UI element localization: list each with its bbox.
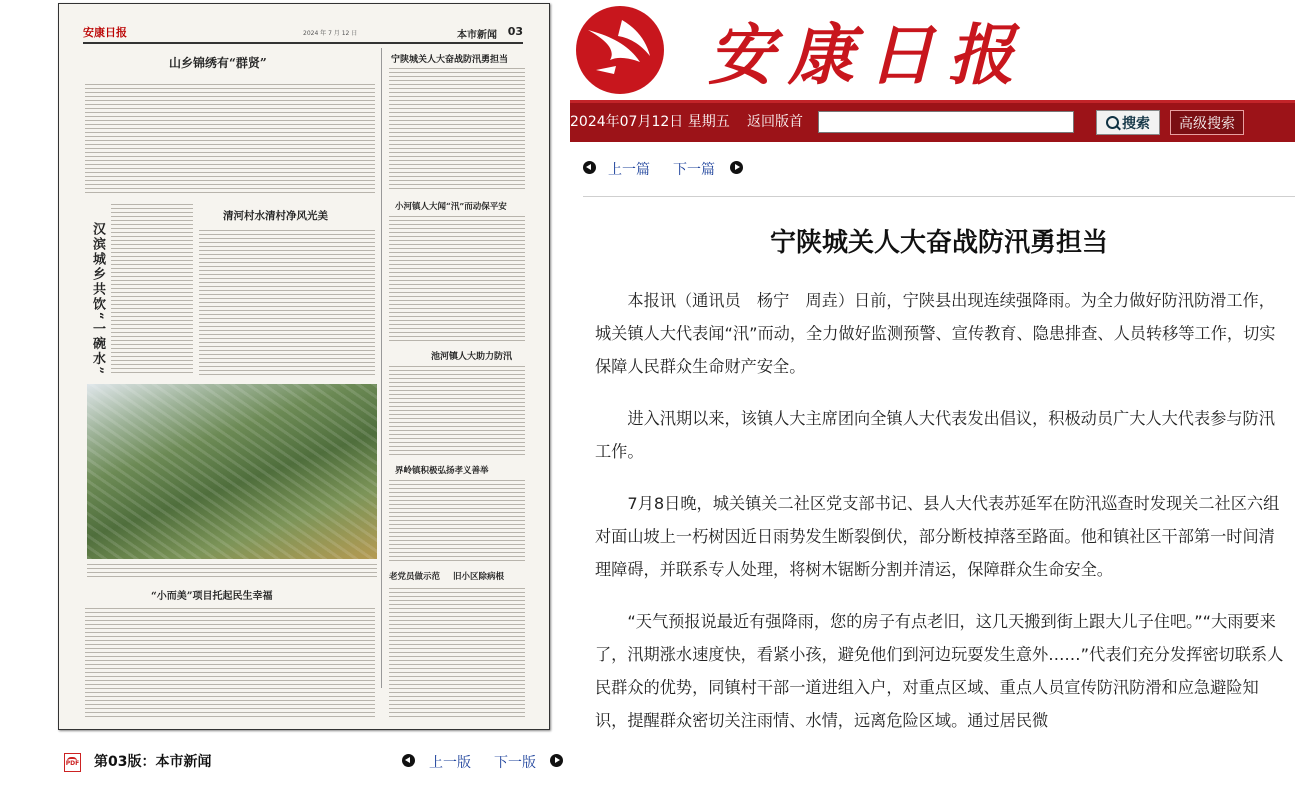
- thumb-text-block: [389, 216, 525, 344]
- thumb-text-block: [389, 588, 525, 718]
- thumb-text-block: [389, 366, 525, 458]
- page-thumbnail[interactable]: [58, 3, 550, 730]
- thumb-headline[interactable]: 清河村水清村净风光美: [223, 210, 328, 222]
- thumb-vertical-headline[interactable]: 汉滨城乡共饮“一碗水”: [90, 222, 105, 376]
- thumb-headline[interactable]: 小河镇人大闻“汛”而动保平安: [395, 202, 507, 212]
- thumb-text-block: [111, 204, 193, 374]
- article-paragraph: “天气预报说最近有强降雨，您的房子有点老旧，这几天搬到街上跟大儿子住吧。”“大雨要来了，汛期涨水速度快，看紧小孩，避免他们到河边玩耍发生意外……”代表们充分发挥密切联系人民群众的优势，同镇村干部一道进组入户，对重点区域、重点人员宣传防汛防滑和应急避险知识，提醒群众密切关注雨情、水情，远离危险区域。通过居民微: [595, 612, 1284, 730]
- thumbnail-section: 本市新闻: [457, 30, 497, 41]
- article-body: [595, 284, 1287, 756]
- next-page-link[interactable]: 下一版: [494, 755, 536, 771]
- thumb-headline[interactable]: 旧小区除病根: [453, 572, 505, 582]
- article-paragraph: 7月8日晚，城关镇关二社区党支部书记、县人大代表苏延军在防汛巡查时发现关二社区六组对面山坡上一朽树因近日雨势发生断裂倒伏，部分断枝掉落至路面。他和镇社区干部第一时间清理障碍，并联系专人处理，将树木锯断分割并清运，保障群众生命安全。: [595, 494, 1280, 579]
- thumb-caption: [87, 564, 377, 578]
- thumb-column-rule: [381, 48, 382, 688]
- thumb-headline[interactable]: 界岭镇积极弘扬孝义善举: [395, 466, 489, 476]
- prev-page-icon[interactable]: [402, 754, 415, 767]
- masthead-title: 安康日报: [708, 16, 1028, 94]
- advanced-search-button[interactable]: 高级搜索: [1170, 110, 1244, 135]
- thumb-text-block: [389, 68, 525, 190]
- thumb-text-block: [85, 84, 375, 196]
- weekday-value: 星期五: [687, 114, 730, 130]
- thumb-headline[interactable]: 老党员做示范: [389, 572, 441, 582]
- next-page-icon[interactable]: [550, 754, 563, 767]
- return-front-page-link[interactable]: 返回版首: [747, 114, 803, 130]
- prev-article-icon[interactable]: [583, 161, 596, 174]
- search-input[interactable]: [818, 111, 1074, 133]
- next-article-link[interactable]: 下一篇: [673, 162, 715, 178]
- pdf-icon[interactable]: PDF: [64, 753, 81, 772]
- page-navigation-bar: [60, 748, 570, 774]
- search-icon: [1106, 116, 1119, 129]
- thumb-text-block: [389, 480, 525, 562]
- thumb-headline[interactable]: 宁陕城关人大奋战防汛勇担当: [391, 55, 509, 65]
- issue-date: [570, 111, 730, 131]
- next-article-icon[interactable]: [730, 161, 743, 174]
- thumb-headline[interactable]: “小而美”项目托起民生幸福: [151, 591, 273, 602]
- article-paragraph: 进入汛期以来，该镇人大主席团向全镇人大代表发出倡议，积极动员广大人大代表参与防汛工作。: [595, 409, 1275, 461]
- search-button-label: 搜索: [1122, 114, 1150, 131]
- page-label: 第03版：本市新闻: [94, 754, 212, 770]
- article-paragraph: 本报讯（通讯员 杨宁 周垚）日前，宁陕县出现连续强降雨。为全力做好防汛防滑工作，城关镇人大代表闻“汛”而动，全力做好监测预警、宣传教育、隐患排查、人员转移等工作，切实保障人民群众生命财产安全。: [595, 291, 1276, 376]
- thumbnail-logo: 安康日报: [83, 26, 127, 39]
- search-button[interactable]: [1096, 110, 1160, 135]
- thumbnail-date: 2024 年 7 月 12 日: [303, 30, 358, 37]
- prev-page-link[interactable]: 上一版: [429, 755, 471, 771]
- thumbnail-header: [83, 24, 523, 44]
- thumbnail-page-number: 03: [507, 25, 523, 38]
- prev-article-link[interactable]: 上一篇: [608, 162, 650, 178]
- divider: [583, 196, 1295, 197]
- article-title: 宁陕城关人大奋战防汛勇担当: [769, 228, 1108, 258]
- page-preview-column: [0, 0, 570, 794]
- terraced-fields-photo[interactable]: [87, 384, 377, 559]
- date-value: 2024年07月12日: [570, 114, 684, 130]
- masthead: [570, 0, 1295, 100]
- thumb-text-block: [199, 230, 375, 376]
- newspaper-emblem-icon: [570, 0, 674, 96]
- thumb-text-block: [85, 608, 375, 718]
- article-navigation: [583, 158, 783, 178]
- thumb-headline[interactable]: 池河镇人大助力防汛: [431, 352, 513, 362]
- thumb-headline[interactable]: 山乡锦绣有“群贤”: [169, 56, 267, 70]
- top-toolbar: [570, 100, 1295, 142]
